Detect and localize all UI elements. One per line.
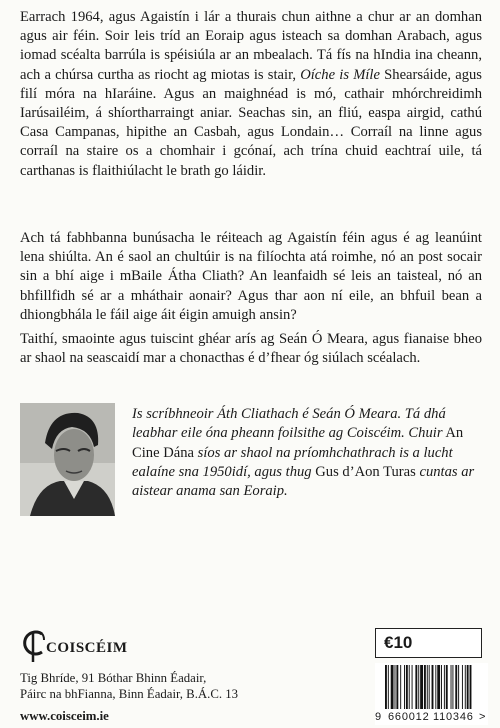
barcode-bar (441, 665, 442, 709)
barcode-bar (432, 665, 434, 709)
blurb-paragraph-2: Ach tá fabhbanna bunúsacha le réiteach ag Agaistín féin agus é ag leanúint lena shiúlta. An é saol an chultúir is na filíochta atá roimhe, nó an post socair sin a bhí aige i mBaile Átha Cliath? An leanfaidh sé leis an taisteal, nó an bhfillfidh sé ar a mháthair aonair? Agus thar aon ní eile, an bhfuil bean a dhiongbhála le fáil aige áit éigin amuigh ansin? (20, 230, 482, 323)
publisher-name: COISCÉIM (46, 640, 128, 656)
publisher-address-line-1: Tig Bhríde, 91 Bóthar Bhinn Éadair, (20, 671, 207, 685)
bio-italic-3: cuntas ar aistear anama san Eoraip. (132, 463, 475, 500)
bio-title-2: Gus d’Aon Turas (315, 463, 416, 480)
barcode-bar (470, 665, 472, 709)
barcode-bar (462, 665, 463, 709)
bio-italic-1: Is scríbhneoir Áth Cliathach é Seán Ó Meara. Tá dhá leabhar eile óna pheann foilsithe ag Coiscéim. Chuir (132, 406, 446, 442)
barcode-bar (418, 665, 419, 709)
barcode-bar (412, 665, 413, 709)
book-title-reference: Oíche is Míle (300, 66, 380, 83)
publisher-website: www.coisceim.ie (20, 709, 109, 723)
barcode-bar (427, 665, 428, 709)
isbn-barcode (375, 663, 488, 725)
author-photo (20, 403, 115, 516)
barcode-bar (467, 665, 469, 709)
coisceim-logo-icon (20, 628, 46, 664)
publisher-address-line-2: Páirc na bhFianna, Binn Éadair, B.Á.C. 13 (20, 687, 239, 701)
price-box (375, 628, 482, 658)
author-bio (132, 405, 482, 501)
barcode-bar (388, 665, 389, 709)
bio-title-1: An Cine Dána (132, 425, 464, 461)
price-label: €10 (384, 633, 413, 652)
barcode-bar (409, 665, 410, 709)
barcode-bar (415, 665, 417, 709)
barcode-bar (396, 665, 398, 709)
barcode-first-digit: 9 (375, 711, 382, 723)
barcode-bar (424, 665, 426, 709)
barcode-bars-icon (375, 663, 488, 711)
bio-italic-2: síos ar shaol na príomhchathrach is a lucht ealaíne sna 1950idí, agus thug (132, 444, 453, 480)
barcode-bar (406, 665, 408, 709)
blurb-paragraph-3: Taithí, smaointe agus tuiscint ghéar arís ag Seán Ó Meara, agus fianaise bheo ar shaol na seascaidí mar a chonacthas é d’fhear óg siúlach scéalach. (20, 331, 482, 367)
barcode-bar (451, 665, 452, 709)
barcode-bar (395, 665, 396, 709)
barcode-bar (444, 665, 445, 709)
barcode-bar (458, 665, 459, 709)
barcode-bar (400, 665, 401, 709)
barcode-bar (465, 665, 466, 709)
barcode-bar (452, 665, 453, 709)
barcode-bar (391, 665, 394, 709)
barcode-bar (446, 665, 448, 709)
blurb-paragraph-1: Earrach 1964, agus Agaistín i lár a thurais chun aithne a chur ar an domhan agus air féin. Soir leis tríd an Eoraip agus isteach sa domhan Arabach, agus iomad scéalta barrúla is spéisiúla ar an mbealach. Tá fís na hIndia ina cheann, ach a chúrsa curtha as riocht ag miotas is stair, Oíche is Míle Shearsáide, agus filí móra na hIaráine. Agus an maighnéad is mó, cathair mhórchreidimh Iarúsailéim, á shíortharraingt aniar. Seachas sin, an fliú, easpa airgid, cathú Casa Campanas, hipithe an Casbah, agus Londain… Corraíl na linne agus corraíl na staire os a chomhair i gcónaí, ach trína chuid eachtraí uile, tá carthanas is flaithiúlacht le brath go láidir. (20, 9, 482, 179)
barcode-bar (404, 665, 405, 709)
barcode-bar (429, 665, 430, 709)
barcode-bar (455, 665, 457, 709)
barcode-right-digits: 110346 (433, 711, 474, 723)
barcode-arrow: > (479, 711, 487, 723)
barcode-bar (385, 665, 387, 709)
barcode-bar (435, 665, 436, 709)
author-portrait-icon (20, 403, 115, 516)
barcode-bar (437, 665, 440, 709)
barcode-left-digits: 660012 (388, 711, 430, 723)
barcode-bar (420, 665, 423, 709)
